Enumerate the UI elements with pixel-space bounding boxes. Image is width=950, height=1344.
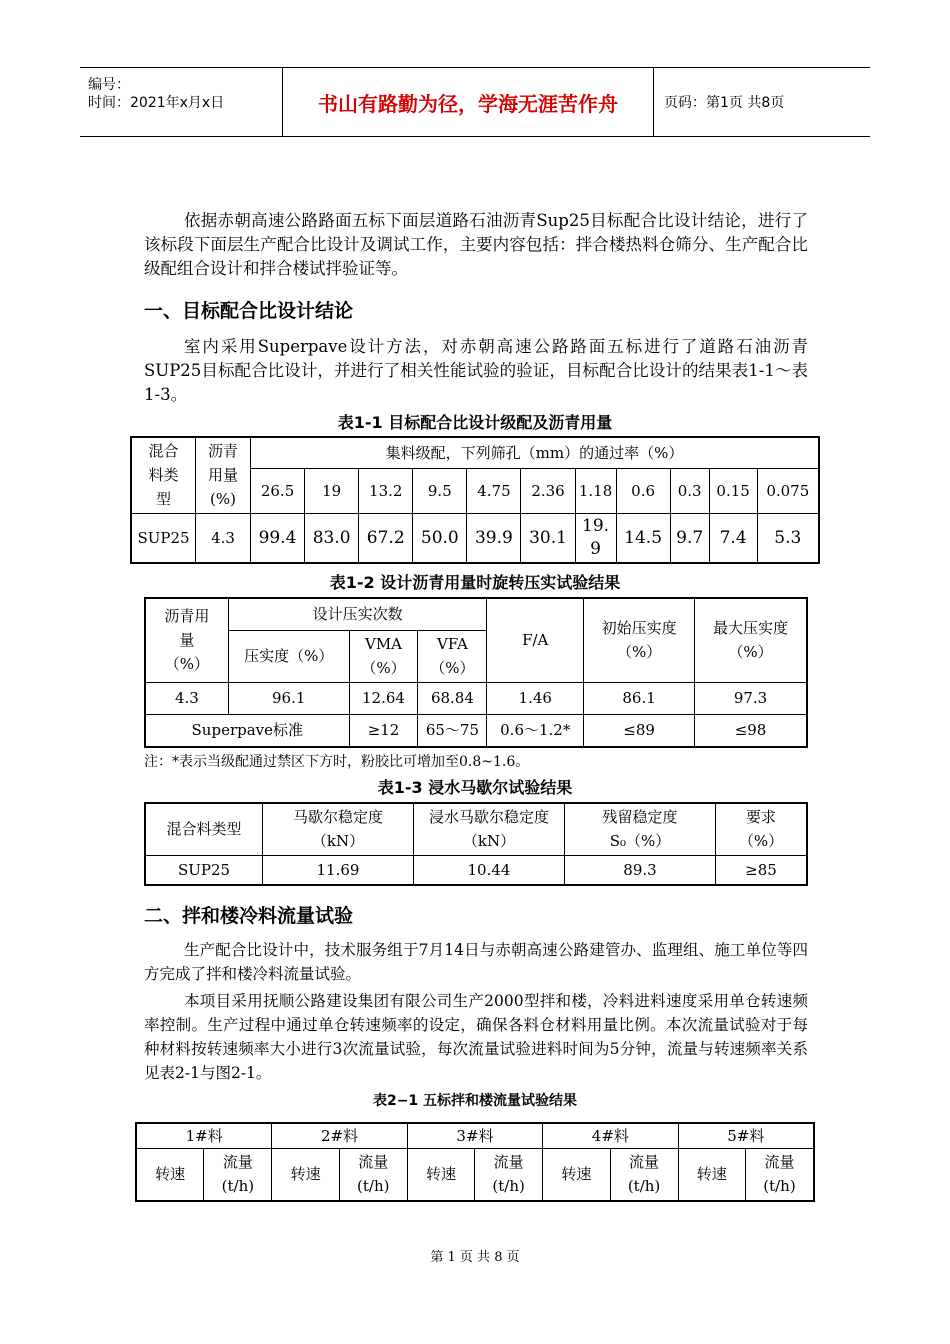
bin-header: 5#料 <box>678 1123 814 1149</box>
mix-type-cell: SUP25 <box>145 855 263 885</box>
header-motto: 书山有路勤为径，学海无涯苦作舟 <box>283 68 654 136</box>
passing-cell: 83.0 <box>305 513 359 563</box>
table2-header-init: 初始压实度（%） <box>584 598 695 682</box>
page-footer: 第 1 页 共 8 页 <box>430 1250 520 1265</box>
table2-header-vma: VMA（%） <box>349 630 418 682</box>
passing-cell: 14.5 <box>616 513 670 563</box>
passing-cell: 5.3 <box>757 513 819 563</box>
fa-std-cell: 0.6～1.2* <box>487 714 584 747</box>
asphalt-content-cell: 4.3 <box>196 513 251 563</box>
table-row <box>131 513 819 563</box>
requirement-cell: ≥85 <box>716 855 808 885</box>
table2-header-fa: F/A <box>487 598 584 682</box>
table1-caption: 表1-1 目标配合比设计级配及沥青用量 <box>337 413 613 432</box>
water-stability-cell: 10.44 <box>414 855 565 885</box>
sieve-cell: 13.2 <box>359 468 413 513</box>
section2-paragraph-1: 生产配合比设计中，技术服务组于7月14日与赤朝高速公路建管办、监理组、施工单位等四方完成了拌和楼冷料流量试验。 <box>144 941 808 983</box>
mix-type-cell: SUP25 <box>131 513 196 563</box>
init-cell: 86.1 <box>584 682 695 714</box>
standard-label-cell: Superpave标准 <box>145 714 349 747</box>
table-row <box>145 682 807 714</box>
header-info-cell <box>80 68 283 136</box>
vma-cell: 12.64 <box>349 682 418 714</box>
table2-header-design: 设计压实次数 <box>228 598 487 630</box>
section2-paragraph-2: 本项目采用抚顺公路建设集团有限公司生产2000型拌和楼，冷料进料速度采用单仓转速频率控制。生产过程中通过单仓转速频率的设定，确保各料仓材料用量比例。本次流量试验对于每种材料按转速频率大小进行3次流量试验，每次流量试验进料时间为5分钟，流量与转速频率关系见表2-1与图2-1。 <box>144 992 808 1082</box>
table1-gradation <box>130 436 820 564</box>
flow-header: 流量(t/h) <box>475 1149 543 1201</box>
header-page-info: 页码：第1页 共8页 <box>664 95 785 111</box>
init-std-cell: ≤89 <box>584 714 695 747</box>
bin-header: 2#料 <box>272 1123 407 1149</box>
section2-title: 二、拌和楼冷料流量试验 <box>144 905 354 927</box>
sieve-cell: 0.6 <box>616 468 670 513</box>
passing-cell: 50.0 <box>413 513 467 563</box>
passing-cell: 30.1 <box>521 513 575 563</box>
table4-flow <box>135 1122 815 1202</box>
flow-header: 流量(t/h) <box>610 1149 678 1201</box>
max-std-cell: ≤98 <box>695 714 807 747</box>
fa-cell: 1.46 <box>487 682 584 714</box>
table1-header-group: 集料级配，下列筛孔（mm）的通过率（%） <box>251 437 820 468</box>
flow-header: 流量(t/h) <box>745 1149 814 1201</box>
speed-header: 转速 <box>136 1149 204 1201</box>
max-cell: 97.3 <box>695 682 807 714</box>
sieve-cell: 4.75 <box>467 468 521 513</box>
table4-caption: 表2−1 五标拌和楼流量试验结果 <box>372 1093 578 1109</box>
table2-header-compaction: 压实度（%） <box>228 630 349 682</box>
passing-cell: 39.9 <box>467 513 521 563</box>
passing-cell: 7.4 <box>709 513 757 563</box>
bin-header: 4#料 <box>543 1123 678 1149</box>
sieve-cell: 2.36 <box>521 468 575 513</box>
speed-header: 转速 <box>272 1149 339 1201</box>
vma-std-cell: ≥12 <box>349 714 418 747</box>
table3-header-stab: 马歇尔稳定度（kN） <box>263 803 414 855</box>
stability-cell: 11.69 <box>263 855 414 885</box>
table2-note: 注：*表示当级配通过禁区下方时，粉胶比可增加至0.8~1.6。 <box>144 754 530 770</box>
flow-header: 流量(t/h) <box>339 1149 407 1201</box>
table3-header-req: 要求（%） <box>716 803 808 855</box>
table1-header-asphalt: 沥青用量(%) <box>196 437 251 513</box>
table2-caption: 表1-2 设计沥青用量时旋转压实试验结果 <box>329 573 621 592</box>
serial-label: 编号： <box>88 77 130 93</box>
table3-header-resid: 残留稳定度S₀（%） <box>565 803 716 855</box>
bin-header: 3#料 <box>407 1123 542 1149</box>
intro-paragraph: 依据赤朝高速公路路面五标下面层道路石油沥青Sup25目标配合比设计结论，进行了该标段下面层生产配合比设计及调试工作，主要内容包括：拌合楼热料仓筛分、生产配合比级配组合设计和拌合楼试拌验证等。 <box>144 211 808 278</box>
flow-header: 流量(t/h) <box>204 1149 272 1201</box>
speed-header: 转速 <box>543 1149 610 1201</box>
table1-header-mix: 混合料类型 <box>131 437 196 513</box>
vfa-std-cell: 65～75 <box>418 714 487 747</box>
asphalt-cell: 4.3 <box>145 682 228 714</box>
table-row <box>145 714 807 747</box>
section1-title: 一、目标配合比设计结论 <box>144 300 354 322</box>
sieve-cell: 9.5 <box>413 468 467 513</box>
passing-cell: 19.9 <box>575 513 616 563</box>
vfa-cell: 68.84 <box>418 682 487 714</box>
table-row <box>145 855 807 885</box>
residual-cell: 89.3 <box>565 855 716 885</box>
date-label: 时间：2021年x月x日 <box>88 95 225 111</box>
compaction-cell: 96.1 <box>228 682 349 714</box>
table2-header-vfa: VFA（%） <box>418 630 487 682</box>
sieve-cell: 1.18 <box>575 468 616 513</box>
table2-header-asphalt: 沥青用量（%） <box>145 598 228 682</box>
speed-header: 转速 <box>678 1149 745 1201</box>
speed-header: 转速 <box>407 1149 474 1201</box>
sieve-cell: 0.3 <box>670 468 709 513</box>
sieve-cell: 0.15 <box>709 468 757 513</box>
passing-cell: 99.4 <box>251 513 305 563</box>
section1-paragraph: 室内采用Superpave设计方法，对赤朝高速公路路面五标进行了道路石油沥青SUP25目标配合比设计，并进行了相关性能试验的验证，目标配合比设计的结果表1-1～表1-3。 <box>144 337 808 404</box>
sieve-cell: 26.5 <box>251 468 305 513</box>
page-header <box>80 67 870 137</box>
table3-caption: 表1-3 浸水马歇尔试验结果 <box>377 778 573 797</box>
passing-cell: 9.7 <box>670 513 709 563</box>
table2-header-max: 最大压实度（%） <box>695 598 807 682</box>
table2-gyratory <box>144 597 808 748</box>
passing-cell: 67.2 <box>359 513 413 563</box>
table3-header-wstab: 浸水马歇尔稳定度（kN） <box>414 803 565 855</box>
sieve-cell: 19 <box>305 468 359 513</box>
table3-header-mix: 混合料类型 <box>145 803 263 855</box>
bin-header: 1#料 <box>136 1123 272 1149</box>
table3-marshall <box>144 802 808 886</box>
sieve-cell: 0.075 <box>757 468 819 513</box>
